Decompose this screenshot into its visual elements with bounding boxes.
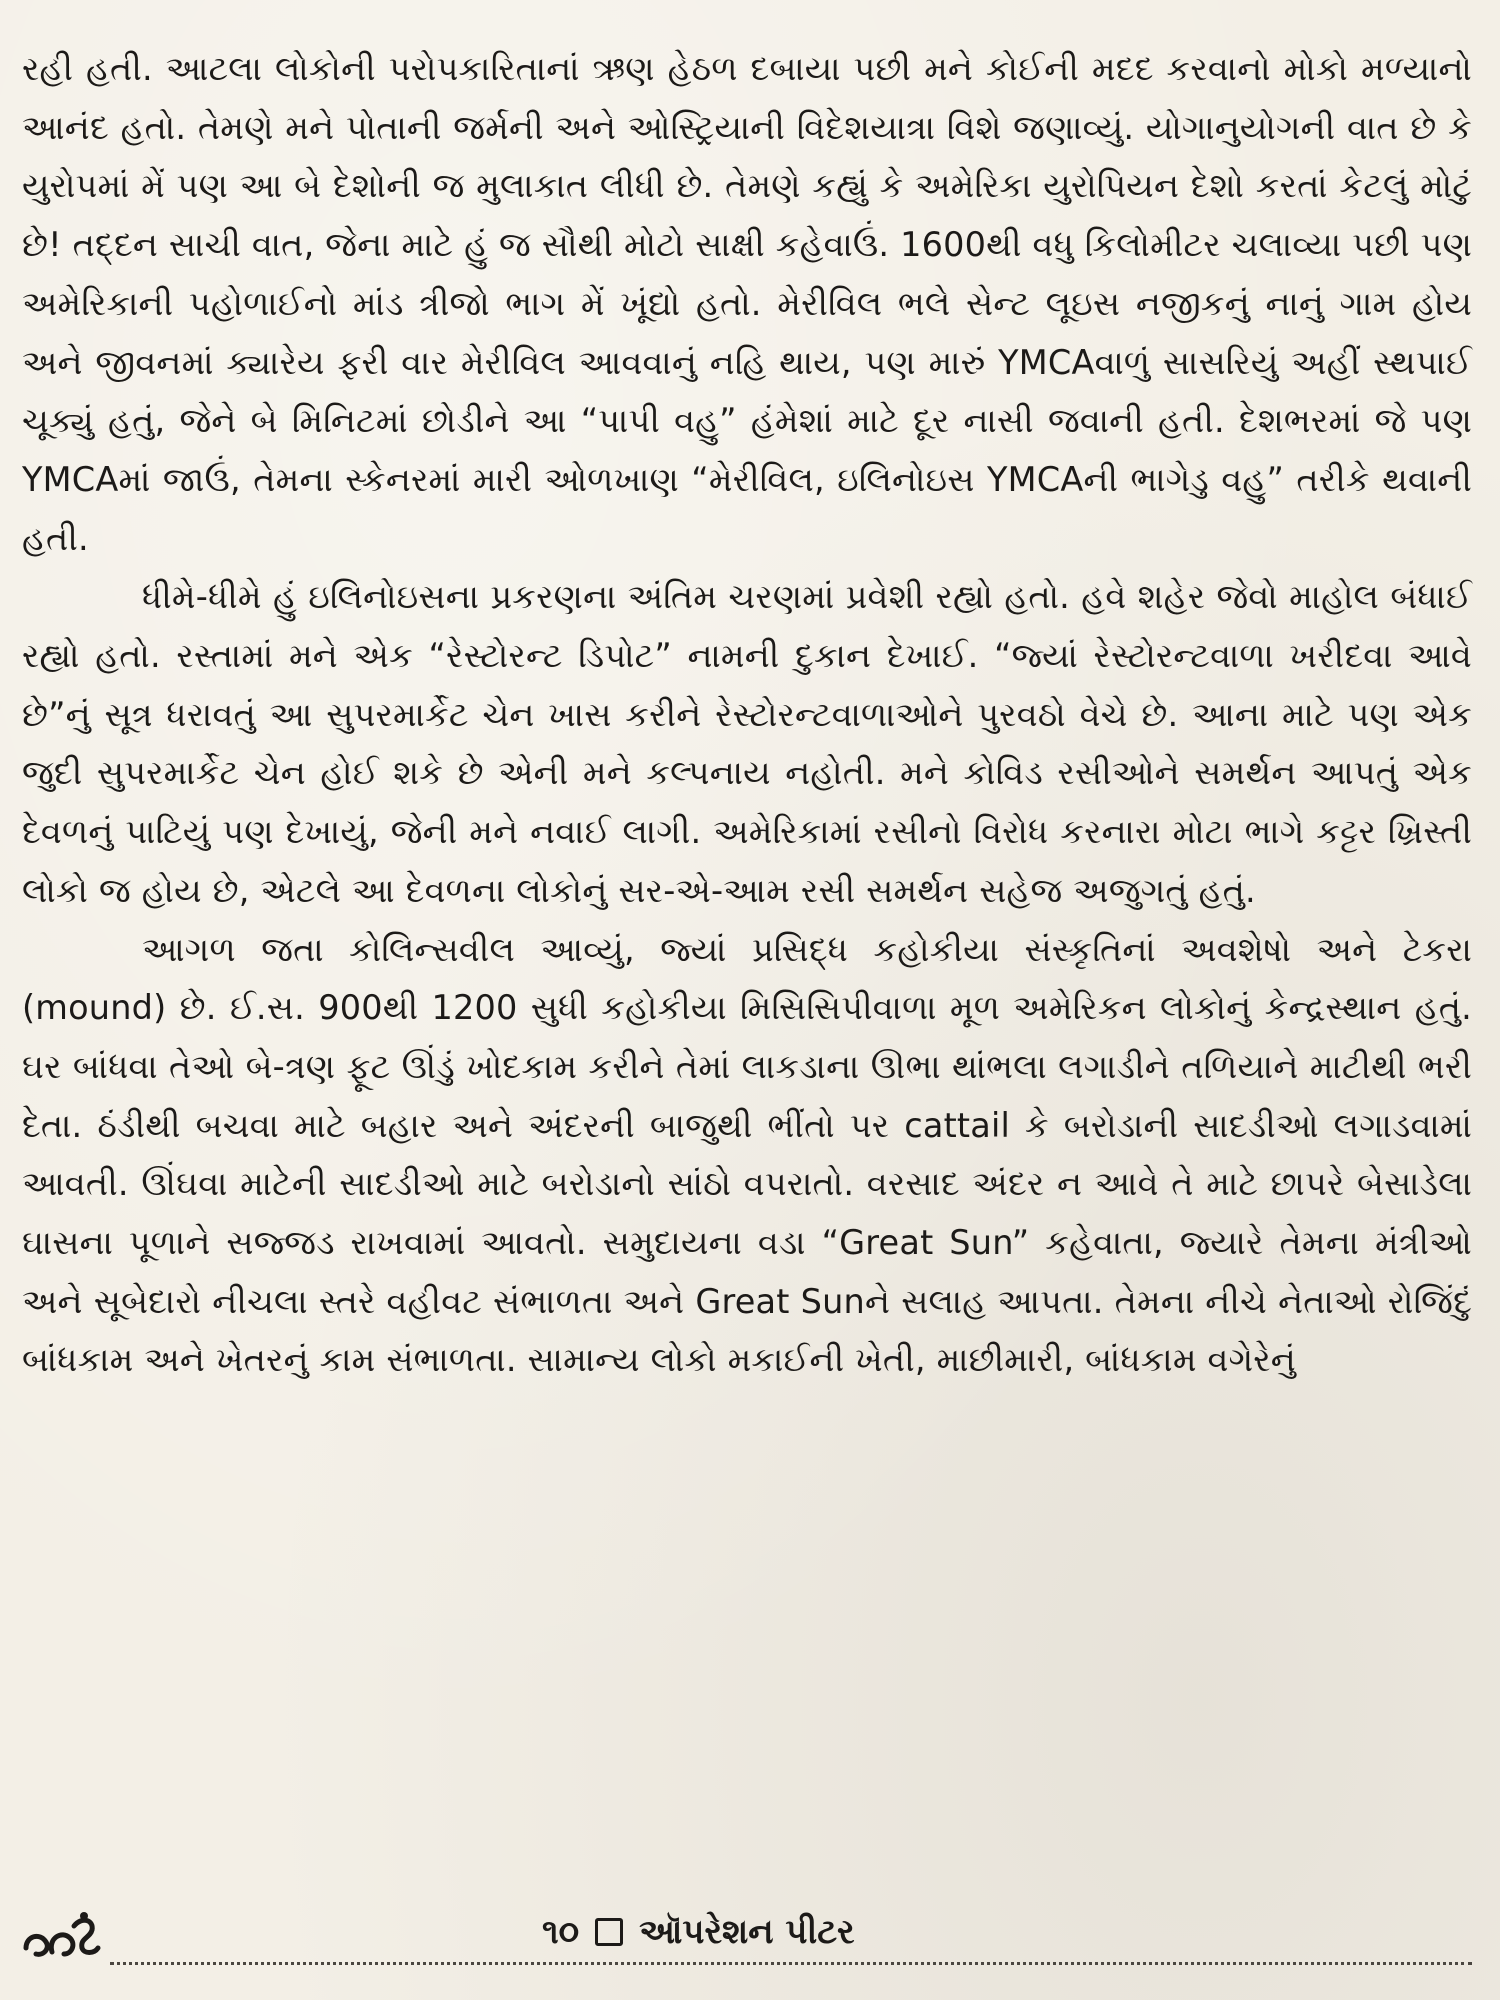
body-text — [22, 40, 1472, 1390]
paragraph-3: આગળ જતા કોલિન્સવીલ આવ્યું, જ્યાં પ્રસિદ્ધ કહોકીયા સંસ્કૃતિનાં અવશેષો અને ટેકરા (mound) છે. ઈ.સ. 900થી 1200 સુધી કહોકીયા મિસિસિપીવાળા મૂળ અમેરિકન લોકોનું કેન્દ્રસ્થાન હતું. ઘર બાંધવા તેઓ બે-ત્રણ ફૂટ ઊંડું ખોદકામ કરીને તેમાં લાકડાના ઊભા થાંભલા લગાડીને તળિયાને માટીથી ભરી દેતા. ઠંડીથી બચવા માટે બહાર અને અંદરની બાજુથી ભીંતો પર cattail કે બરોડાની સાદડીઓ લગાડવામાં આવતી. ઊંઘવા માટેની સાદડીઓ માટે બરોડાનો સાંઠો વપરાતો. વરસાદ અંદર ન આવે તે માટે છાપરે બેસાડેલા ઘાસના પૂળાને સજ્જડ રાખવામાં આવતો. સમુદાયના વડા “Great Sun” કહેવાતા, જ્યારે તેમના મંત્રીઓ અને સૂબેદારો નીચલા સ્તરે વહીવટ સંભાળતા અને Great Sunને સલાહ આપતા. તેમના નીચે નેતાઓ રોજિંદું બાંધકામ અને ખેતરનું કામ સંભાળતા. સામાન્ય લોકો મકાઈની ખેતી, માછીમારી, બાંધકામ વગેરેનું — [22, 929, 1472, 1380]
paragraph-2: ધીમે-ધીમે હું ઇલિનોઇસના પ્રકરણના અંતિમ ચરણમાં પ્રવેશી રહ્યો હતો. હવે શહેર જેવો માહોલ બંધાઈ રહ્યો હતો. રસ્તામાં મને એક “રેસ્ટોરન્ટ ડિપોટ” નામની દુકાન દેખાઈ. “જ્યાં રેસ્ટોરન્ટવાળા ખરીદવા આવે છે”નું સૂત્ર ધરાવતું આ સુપરમાર્કેટ ચેન ખાસ કરીને રેસ્ટોરન્ટવાળાઓને પુરવઠો વેચે છે. આના માટે પણ એક જુદી સુપરમાર્કેટ ચેન હોઈ શકે છે એની મને કલ્પનાય નહોતી. મને કોવિડ રસીઓને સમર્થન આપતું એક દેવળનું પાટિયું પણ દેખાયું, જેની મને નવાઈ લાગી. અમેરિકામાં રસીનો વિરોધ કરનારા મોટા ભાગે કટ્ટર ખ્રિસ્તી લોકો જ હોય છે, એટલે આ દેવળના લોકોનું સર-એ-આમ રસી સમર્થન સહેજ અજુગતું હતું. — [22, 577, 1472, 910]
paragraph-1: રહી હતી. આટલા લોકોની પરોપકારિતાનાં ઋણ હેઠળ દબાયા પછી મને કોઈની મદદ કરવાનો મોકો મળ્યાનો આનંદ હતો. તેમણે મને પોતાની જર્મની અને ઓસ્ટ્રિયાની વિદેશયાત્રા વિશે જણાવ્યું. યોગાનુયોગની વાત છે કે યુરોપમાં મેં પણ આ બે દેશોની જ મુલાકાત લીધી છે. તેમણે કહ્યું કે અમેરિકા યુરોપિયન દેશો કરતાં કેટલું મોટું છે! તદ્દન સાચી વાત, જેના માટે હું જ સૌથી મોટો સાક્ષી કહેવાઉં. 1600થી વધુ કિલોમીટર ચલાવ્યા પછી પણ અમેરિકાની પહોળાઈનો માંડ ત્રીજો ભાગ મેં ખૂંદ્યો હતો. મેરીવિલ ભલે સેન્ટ લૂઇસ નજીકનું નાનું ગામ હોય અને જીવનમાં ક્યારેય ફરી વાર મેરીવિલ આવવાનું નહિ થાય, પણ મારું YMCAવાળું સાસરિયું અહીં સ્થપાઈ ચૂક્યું હતું, જેને બે મિનિટમાં છોડીને આ “પાપી વહુ” હંમેશાં માટે દૂર નાસી જવાની હતી. દેશભરમાં જે પણ YMCAમાં જાઉં, તેમના સ્કેનરમાં મારી ઓળખાણ “મેરીવિલ, ઇલિનોઇસ YMCAની ભાગેડુ વહુ” તરીકે થવાની હતી. — [22, 49, 1472, 558]
page-footer — [22, 1908, 1472, 1968]
folio — [542, 1912, 855, 1952]
page-number: ૧૦ — [542, 1912, 580, 1952]
book-title: ઑપરેશન પીટર — [639, 1912, 855, 1952]
footer-dotted-rule — [110, 1962, 1472, 1965]
square-separator-icon — [595, 1918, 623, 1946]
publisher-logo-icon — [22, 1908, 104, 1960]
